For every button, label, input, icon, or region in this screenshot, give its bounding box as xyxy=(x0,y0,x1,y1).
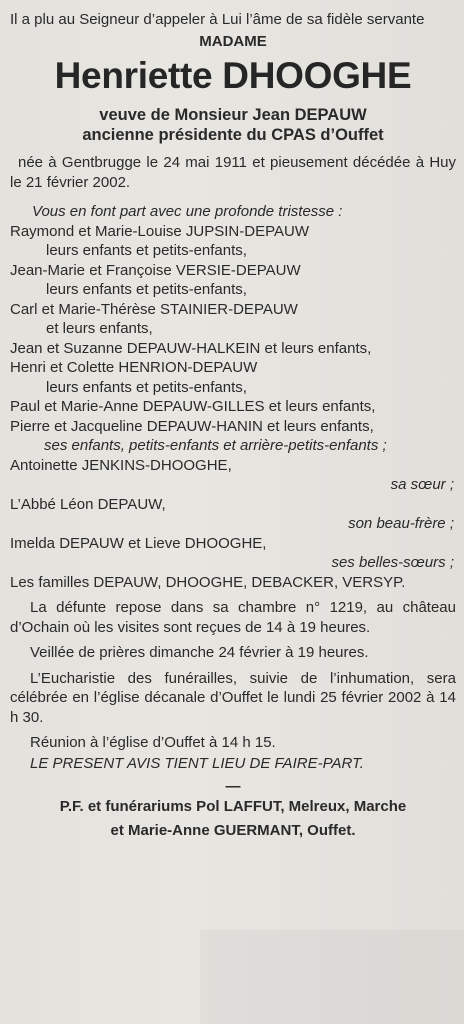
birth-death-info: née à Gentbrugge le 24 mai 1911 et pieusement décédée à Huy le 21 février 2002. xyxy=(10,154,456,191)
family-line: leurs enfants et petits-enfants, xyxy=(46,242,247,259)
family-line: Henri et Colette HENRION-DEPAUW xyxy=(10,359,258,376)
notice-statement: LE PRESENT AVIS TIENT LIEU DE FAIRE-PART. xyxy=(30,754,364,772)
funeral-paragraph: L’Eucharistie des funérailles, suivie de l’inhumation, sera célébrée en l’église décanale d’Ouffet le lundi 25 février 2002 à 14 h 30. xyxy=(10,669,456,726)
family-relation: sa sœur ; xyxy=(390,476,454,493)
vigil-paragraph: Veillée de prières dimanche 24 février à 19 heures. xyxy=(30,644,369,661)
family-line: L’Abbé Léon DEPAUW, xyxy=(10,495,166,513)
opening-text: Il a plu au Seigneur d’appeler à Lui l’âme de sa fidèle servante xyxy=(10,11,425,28)
death-notice xyxy=(10,10,456,841)
family-list xyxy=(10,222,456,593)
family-line: leurs enfants et petits-enfants, xyxy=(46,281,247,298)
family-line: Paul et Marie-Anne DEPAUW-GILLES et leurs enfants, xyxy=(10,398,376,415)
family-line: Jean et Suzanne DEPAUW-HALKEIN et leurs enfants, xyxy=(10,339,372,357)
title-madame: MADAME xyxy=(199,32,267,50)
funeral-home-line-1: P.F. et funérariums Pol LAFFUT, Melreux, Marche xyxy=(59,798,407,815)
deceased-name: Henriette DHOOGHE xyxy=(54,55,412,96)
family-line: leurs enfants et petits-enfants, xyxy=(46,378,247,396)
family-line: Pierre et Jacqueline DEPAUW-HANIN et leurs enfants, xyxy=(10,417,374,435)
widow-of: veuve de Monsieur Jean DEPAUW xyxy=(99,106,367,124)
funeral-home-line-2: et Marie-Anne GUERMANT, Ouffet. xyxy=(110,822,356,839)
family-line: Antoinette JENKINS-DHOOGHE, xyxy=(10,456,232,474)
separator-dash: — xyxy=(225,778,241,795)
former-role: ancienne présidente du CPAS d’Ouffet xyxy=(82,126,384,144)
family-line: Jean-Marie et Françoise VERSIE-DEPAUW xyxy=(10,261,301,279)
family-line: Imelda DEPAUW et Lieve DHOOGHE, xyxy=(10,534,267,552)
announcement-intro: Vous en font part avec une profonde tristesse : xyxy=(32,203,343,220)
family-relation: son beau-frère ; xyxy=(348,515,454,532)
bleed-through-block xyxy=(200,930,464,1024)
meeting-paragraph: Réunion à l’église d’Ouffet à 14 h 15. xyxy=(30,734,276,751)
family-line: et leurs enfants, xyxy=(46,320,153,337)
family-line: Carl et Marie-Thérèse STAINIER-DEPAUW xyxy=(10,300,298,318)
family-line: Raymond et Marie-Louise JUPSIN-DEPAUW xyxy=(10,222,309,240)
family-line: Les familles DEPAUW, DHOOGHE, DEBACKER, VERSYP. xyxy=(10,573,406,591)
family-relation: ses belles-sœurs ; xyxy=(331,554,454,571)
family-line: ses enfants, petits-enfants et arrière-petits-enfants ; xyxy=(44,437,387,454)
visitation-paragraph: La défunte repose dans sa chambre n° 1219, au château d’Ochain où les visites sont reçues de 14 à 19 heures. xyxy=(10,599,456,636)
